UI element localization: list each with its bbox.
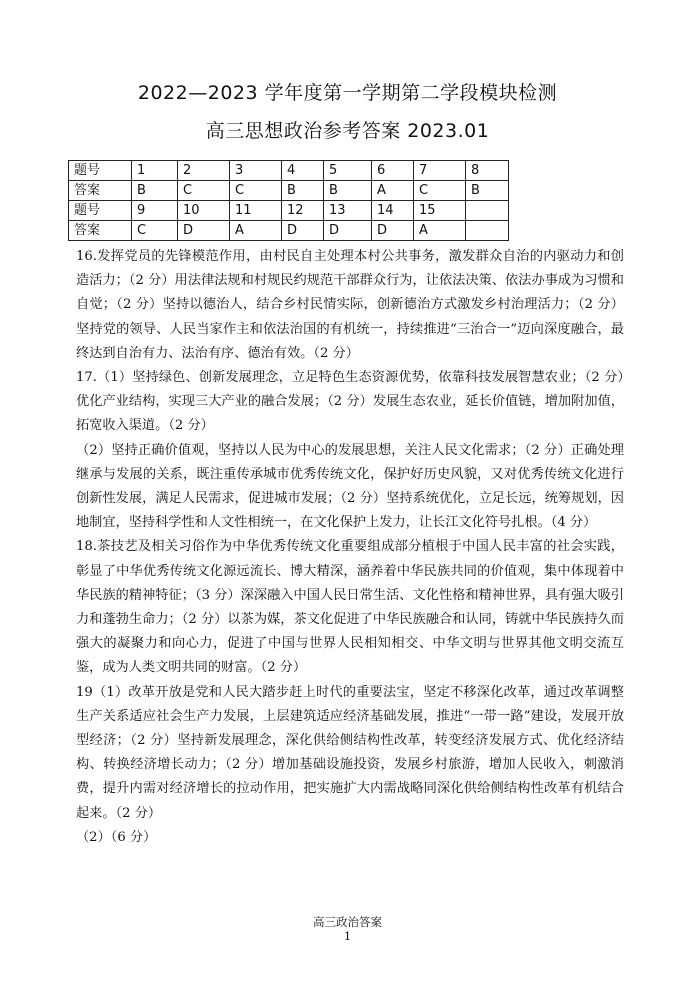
table-cell <box>466 201 509 221</box>
table-cell: 9 <box>132 201 178 221</box>
table-cell: B <box>132 181 178 201</box>
table-row <box>69 201 509 221</box>
table-cell: A <box>230 221 282 241</box>
table-cell: 题号 <box>69 201 132 221</box>
table-cell: D <box>372 221 414 241</box>
table-cell: 10 <box>178 201 230 221</box>
page-number: 1 <box>343 929 352 943</box>
table-cell: 4 <box>282 161 324 181</box>
answer-19-part-2: （2）（6 分） <box>76 829 157 845</box>
document-subtitle: 高三思想政治参考答案 2023.01 <box>205 120 490 142</box>
table-cell: C <box>414 181 466 201</box>
table-cell: C <box>230 181 282 201</box>
table-row <box>69 161 509 181</box>
table-cell: 13 <box>324 201 372 221</box>
answer-table <box>68 160 509 241</box>
table-cell: B <box>324 181 372 201</box>
answer-16: 16.发挥党员的先锋模范作用，由村民自主处理本村公共事务，激发群众自治的内驱动力和创造活力；（2 分）用法律法规和村规民约规范干部群众行为，让依法决策、依法办事成为习惯和自觉；（2 分）坚持以德治人，结合乡村民情实际，创新德治方式激发乡村治理活力；（2 分）坚持党的领导、人民当家作主和依法治国的有机统一，持续推进“三治合一”迈向深度融合，最终达到自治有力、法治有序、德治有效。（2 分） <box>76 249 624 361</box>
table-cell: D <box>282 221 324 241</box>
table-cell: 1 <box>132 161 178 181</box>
page-footer <box>0 915 695 943</box>
table-cell: 2 <box>178 161 230 181</box>
table-cell: C <box>178 181 230 201</box>
table-cell: 答案 <box>69 181 132 201</box>
table-cell: A <box>414 221 466 241</box>
table-cell: B <box>282 181 324 201</box>
answer-18: 18.茶技艺及相关习俗作为中华优秀传统文化重要组成部分植根于中国人民丰富的社会实践，彰显了中华优秀传统文化源远流长、博大精深，涵养着中华民族共同的价值观，集中体现着中华民族的精神特征；（3 分）深深融入中国人民日常生活、文化性格和精神世界，具有强大吸引力和蓬勃生命力；（2 分）以茶为媒，茶文化促进了中华民族融合和认同，铸就中华民族持久而强大的凝聚力和向心力，促进了中国与世界人民相知相交、中华文明与世界其他文明交流互鉴，成为人类文明共同的财富。（2 分） <box>76 539 624 676</box>
answer-body <box>76 245 624 850</box>
answer-17-part-1: 17.（1）坚持绿色、创新发展理念，立足特色生态资源优势，依靠科技发展智慧农业；（2 分）优化产业结构，实现三大产业的融合发展；（2 分）发展生态农业，延长价值链，增加附加值，拓宽收入渠道。（2 分） <box>76 370 624 434</box>
table-cell: 6 <box>372 161 414 181</box>
answer-17-part-2: （2）坚持正确价值观，坚持以人民为中心的发展思想，关注人民文化需求；（2 分）正确处理继承与发展的关系，既注重传承城市优秀传统文化，保护好历史风貌，又对优秀传统文化进行创新性发展，满足人民需求，促进城市发展；（2 分）坚持系统优化，立足长远，统筹规划，因地制宜，坚持科学性和人文性相统一，在文化保护上发力，让长江文化符号扎根。（4 分） <box>76 442 624 531</box>
table-cell: A <box>372 181 414 201</box>
table-cell: 12 <box>282 201 324 221</box>
table-cell: 5 <box>324 161 372 181</box>
answer-19-part-1: 19（1）改革开放是党和人民大踏步赶上时代的重要法宝，坚定不移深化改革，通过改革调整生产关系适应社会生产力发展，上层建筑适应经济基础发展，推进“一带一路”建设，发展开放型经济；（2 分）坚持新发展理念，深化供给侧结构性改革，转变经济发展方式、优化经济结构、转换经济增长动力；（2 分）增加基础设施投资，发展乡村旅游，增加人民收入，刺激消费，提升内需对经济增长的拉动作用，把实施扩大内需战略同深化供给侧结构性改革有机结合起来。（2 分） <box>76 684 624 821</box>
table-row <box>69 181 509 201</box>
table-cell: 题号 <box>69 161 132 181</box>
table-cell <box>466 221 509 241</box>
table-cell: 14 <box>372 201 414 221</box>
table-cell: 7 <box>414 161 466 181</box>
table-cell: D <box>178 221 230 241</box>
table-cell: B <box>466 181 509 201</box>
table-cell: 11 <box>230 201 282 221</box>
table-cell: 15 <box>414 201 466 221</box>
table-cell: 答案 <box>69 221 132 241</box>
table-row <box>69 221 509 241</box>
table-cell: C <box>132 221 178 241</box>
table-cell: 8 <box>466 161 509 181</box>
table-cell: 3 <box>230 161 282 181</box>
footer-label: 高三政治答案 <box>313 915 382 929</box>
table-cell: D <box>324 221 372 241</box>
document-title: 2022—2023 学年度第一学期第二学段模块检测 <box>137 82 558 104</box>
